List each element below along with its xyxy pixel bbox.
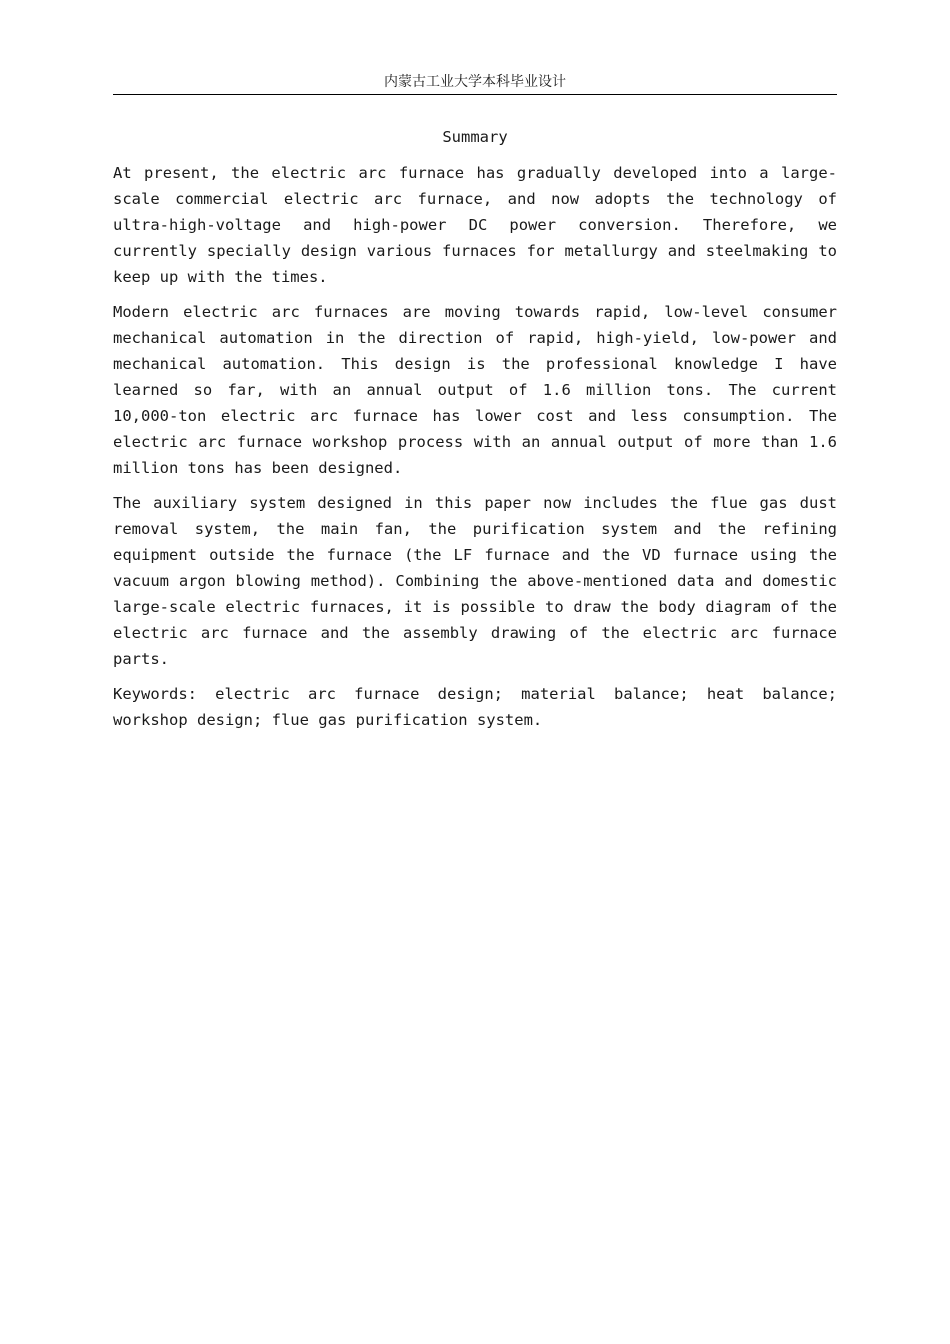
paragraph-keywords: Keywords: electric arc furnace design; material balance; heat balance; workshop design; flue gas purification system. bbox=[113, 685, 837, 729]
paragraph-modern-furnaces: Modern electric arc furnaces are moving towards rapid, low-level consumer mechanical automation in the direction of rapid, high-yield, low-power and mechanical automation. This design is the professional knowledge I have learned so far, with an annual output of 1.6 million tons. The current 10,000-ton electric arc furnace has lower cost and less consumption. The electric arc furnace workshop process with an annual output of more than 1.6 million tons has been designed. bbox=[113, 303, 837, 477]
paragraph-intro: At present, the electric arc furnace has gradually developed into a large-scale commercial electric arc furnace, and now adopts the technology of ultra-high-voltage and high-power DC power conversion. Therefore, we currently specially design various furnaces for metallurgy and steelmaking to keep up with the times. bbox=[113, 164, 837, 286]
page-header: 内蒙古工业大学本科毕业设计 bbox=[113, 72, 837, 95]
page-content bbox=[113, 124, 837, 742]
paragraph-auxiliary-system: The auxiliary system designed in this paper now includes the flue gas dust removal system, the main fan, the purification system and the refining equipment outside the furnace (the LF furnace and the VD furnace using the vacuum argon blowing method). Combining the above-mentioned data and domestic large-scale electric furnaces, it is possible to draw the body diagram of the electric arc furnace and the assembly drawing of the electric arc furnace parts. bbox=[113, 494, 837, 668]
summary-title: Summary bbox=[442, 128, 508, 146]
